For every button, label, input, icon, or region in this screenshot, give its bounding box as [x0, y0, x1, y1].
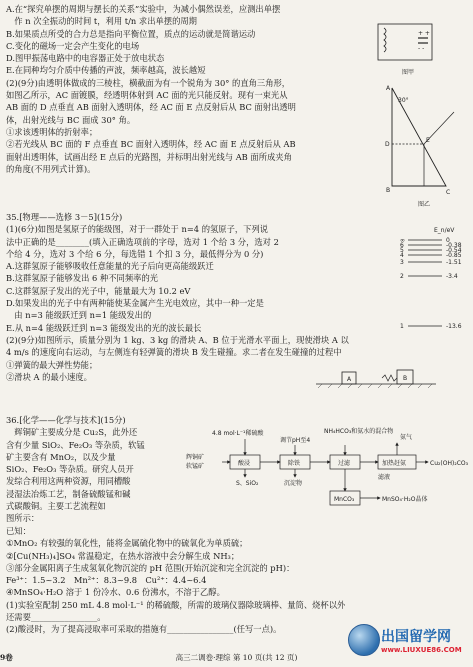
text-line: (1)实验室配制 250 mL 4.8 mol·L⁻¹ 的稀硫酸，所需的玻璃仪器除玻璃棒、量筒、烧杯以外 [6, 599, 346, 610]
figure-jia [372, 18, 442, 80]
flow-box-heat: 加热赶氨 [382, 460, 407, 467]
level-e: -13.6 [446, 323, 462, 330]
text-line: ③部分金属阳离子生成氢氧化物沉淀的 pH 范围(开始沉淀和完全沉淀的 pH)： [6, 562, 295, 573]
text-line: ①求该透明体的折射率； [6, 126, 98, 137]
text-line: 含有少量 SiO₂、Fe₂O₃ 等杂质，软锰 [6, 439, 145, 450]
text-line: 矿主要含有 MnO₂，以及少量 [6, 451, 116, 462]
level-n: 1 [400, 323, 404, 330]
text-line: (2)(9分)如图所示，质量分别为 1 kg、3 kg 的滑块 A、B 位于光滑水平面上，现使滑块 A 以 [6, 334, 349, 345]
text-line: 作 n 次全振动的时间 t，利用 t/n 求出单摆的周期 [6, 16, 197, 27]
text-line: SiO₂、Fe₂O₃ 等杂质。研究人员开 [6, 464, 134, 475]
text-line: 已知： [6, 526, 31, 536]
text-line: ②若光线从 BC 面的 F 点垂直 BC 面射入透明体，经 AC 面 E 点反射后从 AB [6, 139, 296, 150]
block-b-label: B [403, 375, 408, 382]
text-line: 体，出射光线与 BC 面成 30° 角。 [6, 114, 136, 125]
flow-input-ore2: 软锰矿 [186, 463, 205, 470]
flow-input-acid: 4.8 mol·L⁻¹稀硫酸 [212, 430, 264, 437]
flow-product-cu: Cu₂(OH)₂CO₃ [430, 460, 469, 467]
level-n: ∞ [400, 237, 405, 244]
blocks-figure [312, 356, 442, 390]
text-line: 由 n=3 能级跃迁到 n=1 能级发出的 [6, 310, 152, 321]
text-line: D.如果发出的光子中有两种能使某金属产生光电效应，其中一种一定是 [6, 298, 264, 309]
flow-box-filter: 过滤 [338, 460, 351, 467]
flow-input-ore1: 辉铜矿 [186, 454, 205, 461]
footer-page-number: 高三二调卷·理综 第 10 页(共 12 页) [175, 653, 298, 662]
flow-top-ph: 调节pH至4 [280, 437, 311, 444]
text-line: (2)酸浸时，为了提高浸取率可采取的措施有________________(任写一点)。 [6, 624, 282, 635]
section-35-text [6, 211, 349, 383]
figure-yi [384, 82, 470, 210]
level-n: 6 [400, 242, 404, 249]
text-line: 还需要________________。 [6, 612, 106, 623]
level-n: 5 [400, 247, 404, 254]
level-e: -1.51 [446, 259, 462, 266]
block-a-label: A [347, 376, 352, 383]
flow-under-s-sio2: S、SiO₂ [236, 480, 259, 487]
text-line: 如图乙所示，AC 面镀膜，经透明体射到 AC 面的光只能反射。现有一束光从 [6, 90, 288, 101]
text-line: Fe³⁺：1.5~3.2 Mn²⁺：8.3~9.8 Cu²⁺：4.4~6.4 [6, 575, 207, 586]
text-line: 面射出透明体，试画出经 E 点后的光路图，并标明出射光线与 AB 面所成夹角 [6, 151, 292, 162]
flow-under-filtrate: 滤液 [378, 474, 391, 481]
watermark-logo [348, 622, 472, 666]
flow-top-ammonia: 氨气 [400, 434, 413, 441]
level-e: -0.85 [446, 252, 462, 259]
text-line: 法中正确的是________(填入正确选项前的字母，选对 1 个给 3 分，选对 2 [6, 236, 279, 247]
text-line: (1)(6分)如图是氢原子的能级图，对于一群处于 n=4 的氢原子，下列说 [6, 224, 269, 235]
flow-box-mnco3: MnCO₃ [334, 496, 355, 503]
flow-top-nh4: NH₄HCO₃和氨水的混合物 [324, 428, 394, 435]
level-n: 2 [400, 273, 404, 280]
text-line: 式碳酸铜。主要工艺流程如 [6, 501, 106, 512]
section-title: 36.[化学——化学与技术](15分) [6, 415, 126, 425]
text-line: ②[Cu(NH₃)₄]SO₄ 常温稳定，在热水溶液中会分解生成 NH₃； [6, 550, 240, 561]
point-label: A [386, 85, 391, 92]
text-line: B.这群氢原子能够发出 6 种不同频率的光 [6, 273, 159, 284]
process-flowchart [184, 425, 472, 513]
point-label: B [386, 187, 391, 194]
point-label: C [446, 189, 451, 196]
text-line: 辉铜矿主要成分是 Cu₂S，此外还 [6, 427, 138, 438]
text-line: ①MnO₂ 有较强的氧化性，能将金属硫化物中的硫氧化为单质硫； [6, 538, 248, 549]
watermark-brand: 出国留学网 [381, 629, 451, 645]
section-title: 35.[物理——选修 3－5](15分) [6, 212, 123, 222]
flow-product-mn: MnSO₄·H₂O晶体 [382, 496, 428, 503]
text-line: AB 面的 D 点垂直 AB 面射入透明体，经 AC 面 E 点反射后从 BC 面射出透明 [6, 102, 296, 113]
angle-label: 30° [398, 97, 409, 104]
point-label: D [385, 141, 390, 148]
level-e: -3.4 [446, 273, 458, 280]
section-36-left-text [6, 414, 145, 525]
globe-icon [348, 624, 380, 656]
energy-axis-label: E_n/eV [434, 227, 455, 234]
svg-text:- -: - - [418, 45, 425, 52]
figure-yi-label: 图乙 [418, 201, 431, 208]
point-label: E [426, 137, 430, 144]
svg-text:+ +: + + [418, 30, 430, 37]
level-n: 4 [400, 252, 404, 259]
text-line: D.图甲振荡电路中的电容器正处于放电状态 [6, 53, 165, 64]
text-line: B.如果质点所受的合力总是指向平衡位置，质点的运动就是简谐运动 [6, 28, 256, 39]
energy-level-diagram [398, 226, 470, 336]
watermark-url: www.LIUXUE86.COM [381, 646, 462, 654]
text-line: 图所示： [6, 513, 40, 524]
text-line: (2)(9分)由透明体做成的三棱柱，横截面为有一个锐角为 30° 的直角三角形， [6, 77, 291, 88]
text-line: A.这群氢原子能够吸收任意能量的光子后向更高能级跃迁 [6, 261, 214, 272]
level-n: 3 [400, 259, 404, 266]
level-e: -0.54 [446, 247, 462, 254]
flow-under-precip: 沉淀物 [284, 480, 303, 487]
text-line: E.在同种均匀介质中传播的声波，频率越高，波长越短 [6, 65, 206, 76]
text-line: 浸湿法冶炼工艺，制备硫酸锰和碱 [6, 488, 131, 499]
text-line: 的角度(不用列式计算)。 [6, 163, 96, 174]
text-line: ④MnSO₄·H₂O 溶于 1 份冷水、0.6 份沸水，不溶于乙醇。 [6, 587, 225, 598]
flow-box-iron: 除铁 [288, 460, 301, 467]
text-line: 发综合利用这两种资源，用同槽酸 [6, 476, 131, 487]
level-e: 0 [446, 237, 450, 244]
text-line: C.变化的磁场一定会产生变化的电场 [6, 40, 140, 51]
text-line: 个给 4 分，选对 3 个给 6 分，每选错 1 个扣 3 分，最低得分为 0 分) [6, 248, 264, 259]
text-line: A.在“探究单摆的周期与摆长的关系”实验中，为减小偶然误差，应测出单摆 [6, 4, 281, 14]
text-line: E.从 n=4 能级跃迁到 n=3 能级发出的光的波长最长 [6, 322, 202, 333]
section-36-full-text [6, 525, 345, 636]
level-e: -0.38 [446, 242, 462, 249]
flow-box-acid-leach: 酸浸 [238, 460, 251, 467]
section-34-text [6, 3, 296, 175]
text-line: 4 m/s 的速度向右运动，与左侧连有轻弹簧的滑块 B 发生碰撞。求二者在发生碰撞的过程中 [6, 347, 342, 358]
text-line: ②滑块 A 的最小速度。 [6, 371, 92, 382]
text-line: ①弹簧的最大弹性势能； [6, 359, 98, 370]
text-line: C.这群氢原子发出的光子中，能量最大为 10.2 eV [6, 285, 191, 296]
figure-jia-label: 图甲 [402, 69, 415, 76]
footer-left: 9卷 [0, 653, 13, 662]
